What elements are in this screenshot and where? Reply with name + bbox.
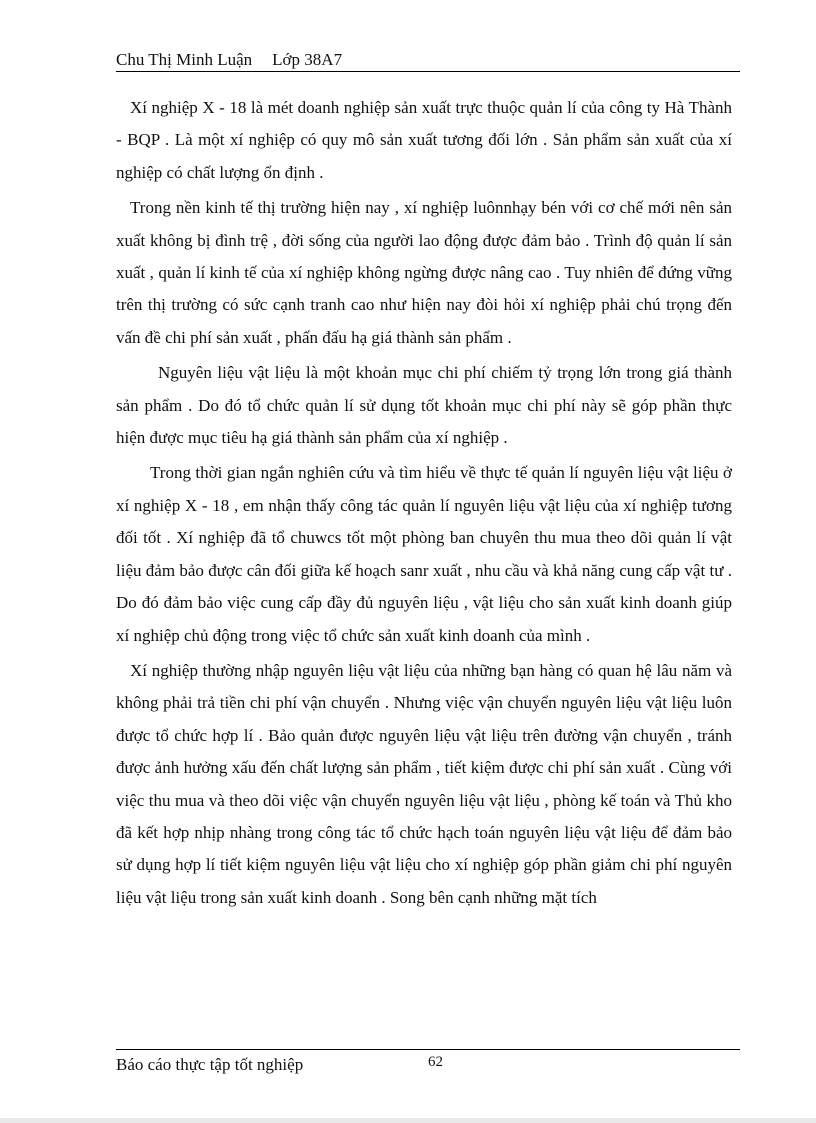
paragraph-2: Trong nền kinh tế thị trường hiện nay , xí nghiệp luônnhạy bén với cơ chế mới nên sản xuất không bị đình trệ , đời sống của người lao động được đảm bảo . Trình độ quản lí sản xuất , quản lí kinh tế của xí nghiệp không ngừng được nâng cao . Tuy nhiên để đứng vững trên thị trường có sức cạnh tranh cao như hiện nay đòi hỏi xí nghiệp phải chú trọng đến vấn đề chi phí sản xuất , phấn đấu hạ giá thành sản phẩm . [116,198,732,347]
page-number: 62 [428,1054,443,1070]
header-author: Chu Thị Minh Luận [116,50,253,69]
paragraph-3: Nguyên liệu vật liệu là một khoản mục chi phí chiếm tỷ trọng lớn trong giá thành sản phẩm . Do đó tổ chức quản lí sử dụng tốt khoản mục chi phí này sẽ góp phần thực hiện được mục tiêu hạ giá thành sản phẩm của xí nghiệp . [116,363,732,448]
footer-label: Báo cáo thực tập tốt nghiệp [116,1055,304,1074]
page-footer [116,1049,740,1080]
header-class: Lớp 38A7 [272,50,343,69]
document-body [116,92,732,914]
bottom-edge [0,1118,816,1123]
page-header [116,50,740,72]
paragraph-1: Xí nghiệp X - 18 là mét doanh nghiệp sản xuất trực thuộc quản lí của công ty Hà Thành - BQP . Là một xí nghiệp có quy mô sản xuất tương đối lớn . Sản phẩm sản xuất của xí nghiệp có chất lượng ổn định . [116,98,732,182]
paragraph-5: Xí nghiệp thường nhập nguyên liệu vật liệu của những bạn hàng có quan hệ lâu năm và không phải trả tiền chi phí vận chuyển . Nhưng việc vận chuyển nguyên liệu vật liệu luôn được tổ chức hợp lí . Bảo quản được nguyên liệu vật liệu trên đường vận chuyển , tránh được ảnh hưởng xấu đến chất lượng sản phẩm , tiết kiệm được chi phí sản xuất . Cùng với việc thu mua và theo dõi việc vận chuyển nguyên liệu vật liệu , phòng kế toán và Thủ kho đã kết hợp nhịp nhàng trong công tác tổ chức hạch toán nguyên liệu vật liệu để đảm bảo sử dụng hợp lí tiết kiệm nguyên liệu vật liệu cho xí nghiệp góp phần giảm chi phí nguyên liệu vật liệu trong sản xuất kinh doanh . Song bên cạnh những mặt tích [116,660,732,907]
paragraph-4: Trong thời gian ngắn nghiên cứu và tìm hiểu về thực tế quản lí nguyên liệu vật liệu ở xí nghiệp X - 18 , em nhận thấy công tác quản lí nguyên liệu vật liệu của xí nghiệp tương đối tốt . Xí nghiệp đã tổ chuwcs tốt một phòng ban chuyên thu mua theo dõi quản lí vật liệu đảm bảo được cân đối giữa kế hoạch sanr xuất , nhu cầu và khả năng cung cấp vật tư . Do đó đảm bảo việc cung cấp đầy đủ nguyên liệu , vật liệu cho sản xuất kinh doanh giúp xí nghiệp chủ động trong việc tổ chức sản xuất kinh doanh của mình . [116,463,732,645]
